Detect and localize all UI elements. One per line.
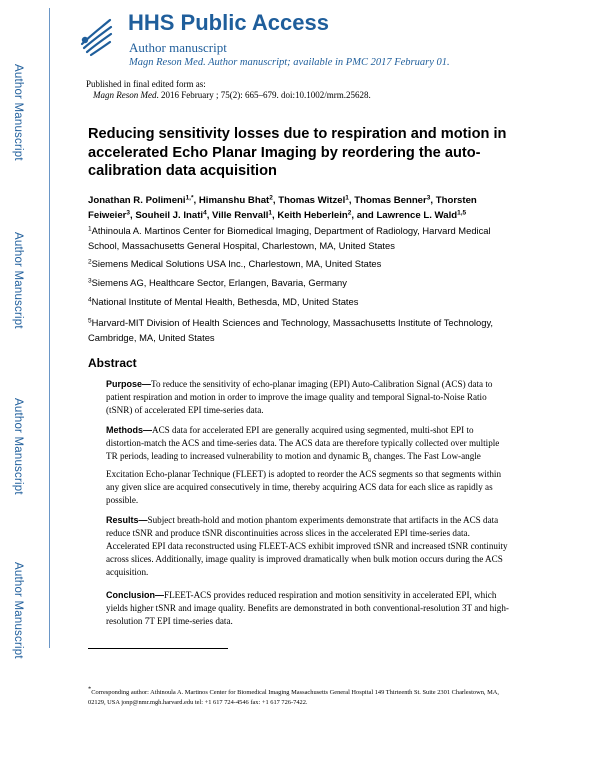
methods-label: Methods— bbox=[106, 425, 152, 435]
results-label: Results— bbox=[106, 515, 148, 525]
conclusion-label: Conclusion— bbox=[106, 590, 164, 600]
author-affiliation-mark: 1,5 bbox=[457, 209, 467, 216]
paper-title: Reducing sensitivity losses due to respiration and motion in accelerated Echo Planar Imaging by reordering the auto-calibration data acquisition bbox=[88, 126, 507, 179]
author-affiliation-mark: 1 bbox=[268, 209, 273, 216]
author-affiliation-mark: 3 bbox=[126, 209, 131, 216]
corresponding-author-footnote: *Corresponding author: Athinoula A. Martinos Center for Biomedical Imaging Massachusetts General Hospital 149 Thirteenth St. Suite 2301 Charlestown, MA, 02129, USA jonp@nmr.mgh.harvard.edu tel: +1 617 724-4546 fax: +1 617 726-7422. bbox=[88, 685, 500, 706]
affiliation: $^2$Siemens Medical Solutions USA Inc., Charlestown, MA, United States bbox=[88, 258, 382, 269]
author-name: Thorsten Feiweier bbox=[88, 195, 477, 221]
publication-line: Published in final edited form as: bbox=[86, 79, 206, 89]
author-affiliation-mark: 4 bbox=[203, 209, 207, 216]
author-affiliation-mark: 2 bbox=[347, 209, 352, 216]
affiliation: $^1$Athinoula A. Martinos Center for Biomedical Imaging, Department of Radiology, Harvard Medical School, Massachusetts General Hospital, Charlestown, MA, United States bbox=[88, 225, 491, 251]
abstract-results: Results—Subject breath-hold and motion phantom experiments demonstrate that artifacts in the ACS data reduce tSNR and produce tSNR discontinuities across slices in the accelerated EPI time-series data. Accelerated EPI data reconstructed using FLEET-ACS exhibit improved tSNR and increased tSNR continuity across slices. Additionally, image quality is improved dramatically when bulk motion occurs during the ACS acquisition. bbox=[106, 515, 508, 577]
abstract-purpose: Purpose—To reduce the sensitivity of echo-planar imaging (EPI) Auto-Calibration Signal (ACS) data to patient respiration and motion in order to improve the image quality and temporal Signal-to-Noise Ratio (tSNR) of accelerated EPI time-series data. bbox=[106, 379, 493, 415]
left-margin-sidebar bbox=[0, 0, 50, 776]
footnote-divider bbox=[88, 648, 228, 649]
journal-name: Magn Reson Med bbox=[93, 90, 157, 100]
author-name: Himanshu Bhat bbox=[198, 195, 270, 206]
author-manuscript-side-label: Author Manuscript bbox=[12, 64, 24, 161]
footnote-mark: * bbox=[88, 685, 92, 693]
affiliation: $^3$Siemens AG, Healthcare Sector, Erlangen, Bavaria, Germany bbox=[88, 277, 347, 288]
author-name: Thomas Witzel bbox=[278, 195, 346, 206]
purpose-label: Purpose— bbox=[106, 379, 152, 389]
publication-info bbox=[86, 79, 371, 101]
affiliation: $^4$National Institute of Mental Health, Bethesda, MD, United States bbox=[88, 296, 359, 307]
sidebar-divider bbox=[49, 8, 50, 648]
abstract-heading: Abstract bbox=[88, 356, 137, 370]
page-header-title: HHS Public Access bbox=[128, 10, 329, 35]
author-manuscript-side-label: Author Manuscript bbox=[12, 232, 24, 329]
author-affiliation-mark: 3 bbox=[426, 194, 431, 202]
author-name: Lawrence L. Wald bbox=[376, 209, 458, 221]
author-name: Jonathan R. Polimeni bbox=[88, 195, 186, 206]
author-name: Keith Heberlein bbox=[277, 209, 348, 221]
author-manuscript-side-label: Author Manuscript bbox=[12, 562, 24, 659]
abstract-conclusion: Conclusion—FLEET-ACS provides reduced respiration and motion sensitivity in accelerated EPI, which yields higher tSNR and image quality. Benefits are demonstrated in both conventional-resolution 3T and high-resolution 7T EPI time-series data. bbox=[106, 590, 509, 626]
hhs-eagle-logo-icon bbox=[76, 14, 116, 58]
publication-details: . 2016 February ; 75(2): 665–679. doi:10.1002/mrm.25628. bbox=[156, 90, 371, 100]
manuscript-citation: Magn Reson Med. Author manuscript; available in PMC 2017 February 01. bbox=[129, 57, 450, 68]
author-name: Souheil J. Inati bbox=[135, 209, 204, 221]
author-affiliation-mark: 1 bbox=[345, 194, 349, 202]
author-affiliation-mark: 2 bbox=[269, 194, 273, 202]
affiliation: $^5$Harvard-MIT Division of Health Sciences and Technology, Massachusetts Institute of Technology, Cambridge, MA, United States bbox=[88, 317, 494, 343]
author-name: Ville Renvall bbox=[212, 209, 269, 221]
page-header-subtitle: Author manuscript bbox=[129, 40, 227, 55]
author-list: Jonathan R. Polimeni$^{1,*}$, Himanshu Bhat$^2$, Thomas Witzel$^1$, Thomas Benner$^3$, Thorsten Feiweier$^3$, Souheil J. Inati$^4$, Ville Renvall$^1$, Keith Heberlein$^2$, and Lawrence L. Wald$^{1,5}$ bbox=[88, 194, 477, 221]
author-name: Thomas Benner bbox=[354, 195, 427, 206]
author-manuscript-side-label: Author Manuscript bbox=[12, 398, 24, 495]
author-affiliation-mark: 1,* bbox=[185, 194, 194, 202]
publication-citation bbox=[86, 90, 371, 101]
abstract-methods: Methods—ACS data for accelerated EPI are generally acquired using segmented, multi-shot EPI to distortion-match the ACS and time-series data. The ACS data are therefore typically collected over multiple TR periods, leading to increased vulnerability to motion and dynamic $B_0$ changes. The Fast Low-angle Excitation Echo-planar Technique (FLEET) is adopted to reorder the ACS segments so that segments within any given slice are acquired consecutively in time, thereby acquiring ACS data for each slice as rapidly as possible. bbox=[106, 425, 502, 505]
